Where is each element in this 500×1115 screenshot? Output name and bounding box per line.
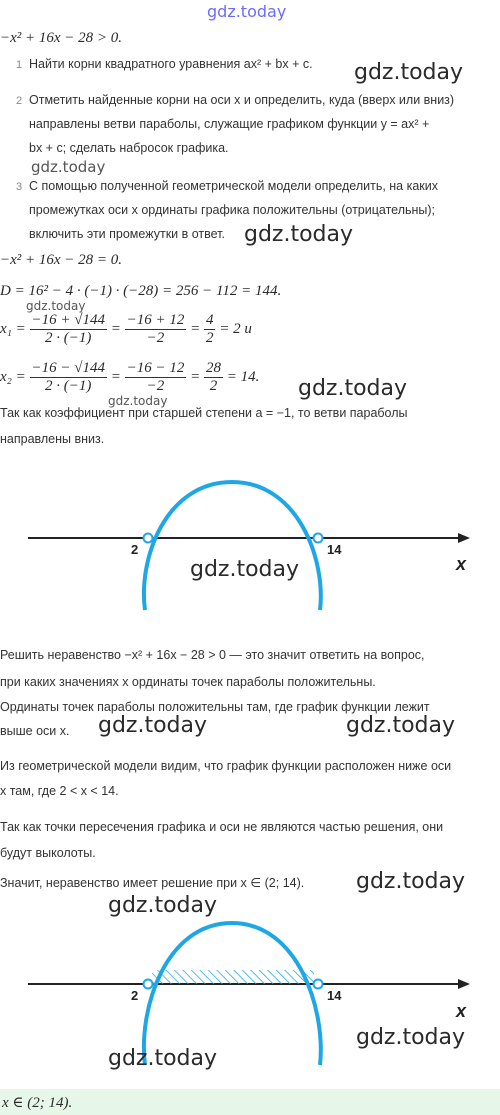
inequality-line: −x² + 16x − 28 > 0. [0,30,123,46]
watermark: gdz.today [298,376,408,401]
conclusion-text: Значит, неравенство имеет решение при x ∈ (2; 14). [0,876,305,890]
root-point-left [144,980,153,989]
root-point-left [144,534,153,543]
step-number-1: 1 [16,59,23,71]
x-axis-arrow [458,533,470,543]
branches-text-line1: Так как коэффициент при старшей степени a = −1, то ветви параболы [0,406,408,420]
step-number-3: 3 [16,181,23,193]
step-text-3-line2: промежутках оси x ординаты графика положительны (отрицательны); [29,203,436,217]
watermark: gdz.today [346,713,456,738]
watermark: gdz.today [354,60,464,85]
watermark-small: gdz.today [26,299,86,313]
answer-box [0,1089,500,1115]
watermark: gdz.today [244,222,354,247]
parabola-graph-1 [0,470,500,615]
step-text-3-line1: С помощью полученной геометрической модели определить, на каких [29,179,439,193]
solve-text-line1: Решить неравенство −x² + 16x − 28 > 0 — это значит ответить на вопрос, [0,648,425,662]
root-point-right [314,534,323,543]
watermark: gdz.today [108,1046,218,1071]
root-label-left: 2 [131,542,139,557]
watermark: gdz.today [356,1025,466,1050]
root-label-right: 14 [327,988,342,1003]
step-text-1: Найти корни квадратного уравнения ax² + bx + c. [29,57,313,71]
watermark-small: gdz.today [108,394,168,408]
solve-text-line3: Ординаты точек параболы положительны там, где график функции лежит [0,700,430,714]
discriminant-line: D = 16² − 4 · (−1) · (−28) = 256 − 112 = 144. [0,283,282,299]
parabola-curve [144,923,321,1065]
model-text-line1: Из геометрической модели видим, что график функции расположен ниже оси [0,759,452,773]
root1-formula: x₁ = $\frac{-16 + √144}{2 \cdot (-1)}$ = $\frac{-16 + 12}{-2}$ = $\frac{4}{2}$ = 2 и [0,312,252,346]
step-text-2-line3: bx + c; сделать набросок графика. [29,141,229,155]
root-point-right [314,980,323,989]
root2-formula: x₂ = $\frac{-16 - √144}{2 \cdot (-1)}$ = $\frac{-16 - 12}{-2}$ = $\frac{28}{2}$ = 14. [0,360,260,394]
watermark-top: gdz.today [207,2,287,21]
axis-label-x: x [456,554,467,574]
x-axis-arrow [458,979,470,989]
model-text-line2: x там, где 2 < x < 14. [0,784,119,798]
points-text-line1: Так как точки пересечения графика и оси не являются частью решения, они [0,820,444,834]
parabola-curve [144,482,321,610]
watermark: gdz.today [31,158,106,176]
watermark: gdz.today [98,713,208,738]
parabola-graph-2 [0,915,500,1075]
step-text-2-line2: направлены ветви параболы, служащие графиком функции y = ax² + [29,117,430,131]
answer-text: x ∈ (2; 14). [2,1095,73,1111]
equation-line: −x² + 16x − 28 = 0. [0,252,123,268]
root-label-right: 14 [327,542,342,557]
root-label-left: 2 [131,988,139,1003]
step-text-3-line3: включить эти промежутки в ответ. [29,227,225,241]
axis-label-x: x [456,1001,467,1021]
solve-text-line2: при каких значениях x ординаты точек параболы положительны. [0,675,376,689]
solution-interval-hatch [152,970,314,984]
branches-text-line2: направлены вниз. [0,432,105,446]
watermark: gdz.today [108,893,218,918]
step-text-2-line1: Отметить найденные корни на оси x и определить, куда (вверх или вниз) [29,93,455,107]
points-text-line2: будут выколоты. [0,846,96,860]
solve-text-line4: выше оси x. [0,724,70,738]
step-number-2: 2 [16,95,23,107]
watermark: gdz.today [356,869,466,894]
watermark: gdz.today [190,557,300,582]
